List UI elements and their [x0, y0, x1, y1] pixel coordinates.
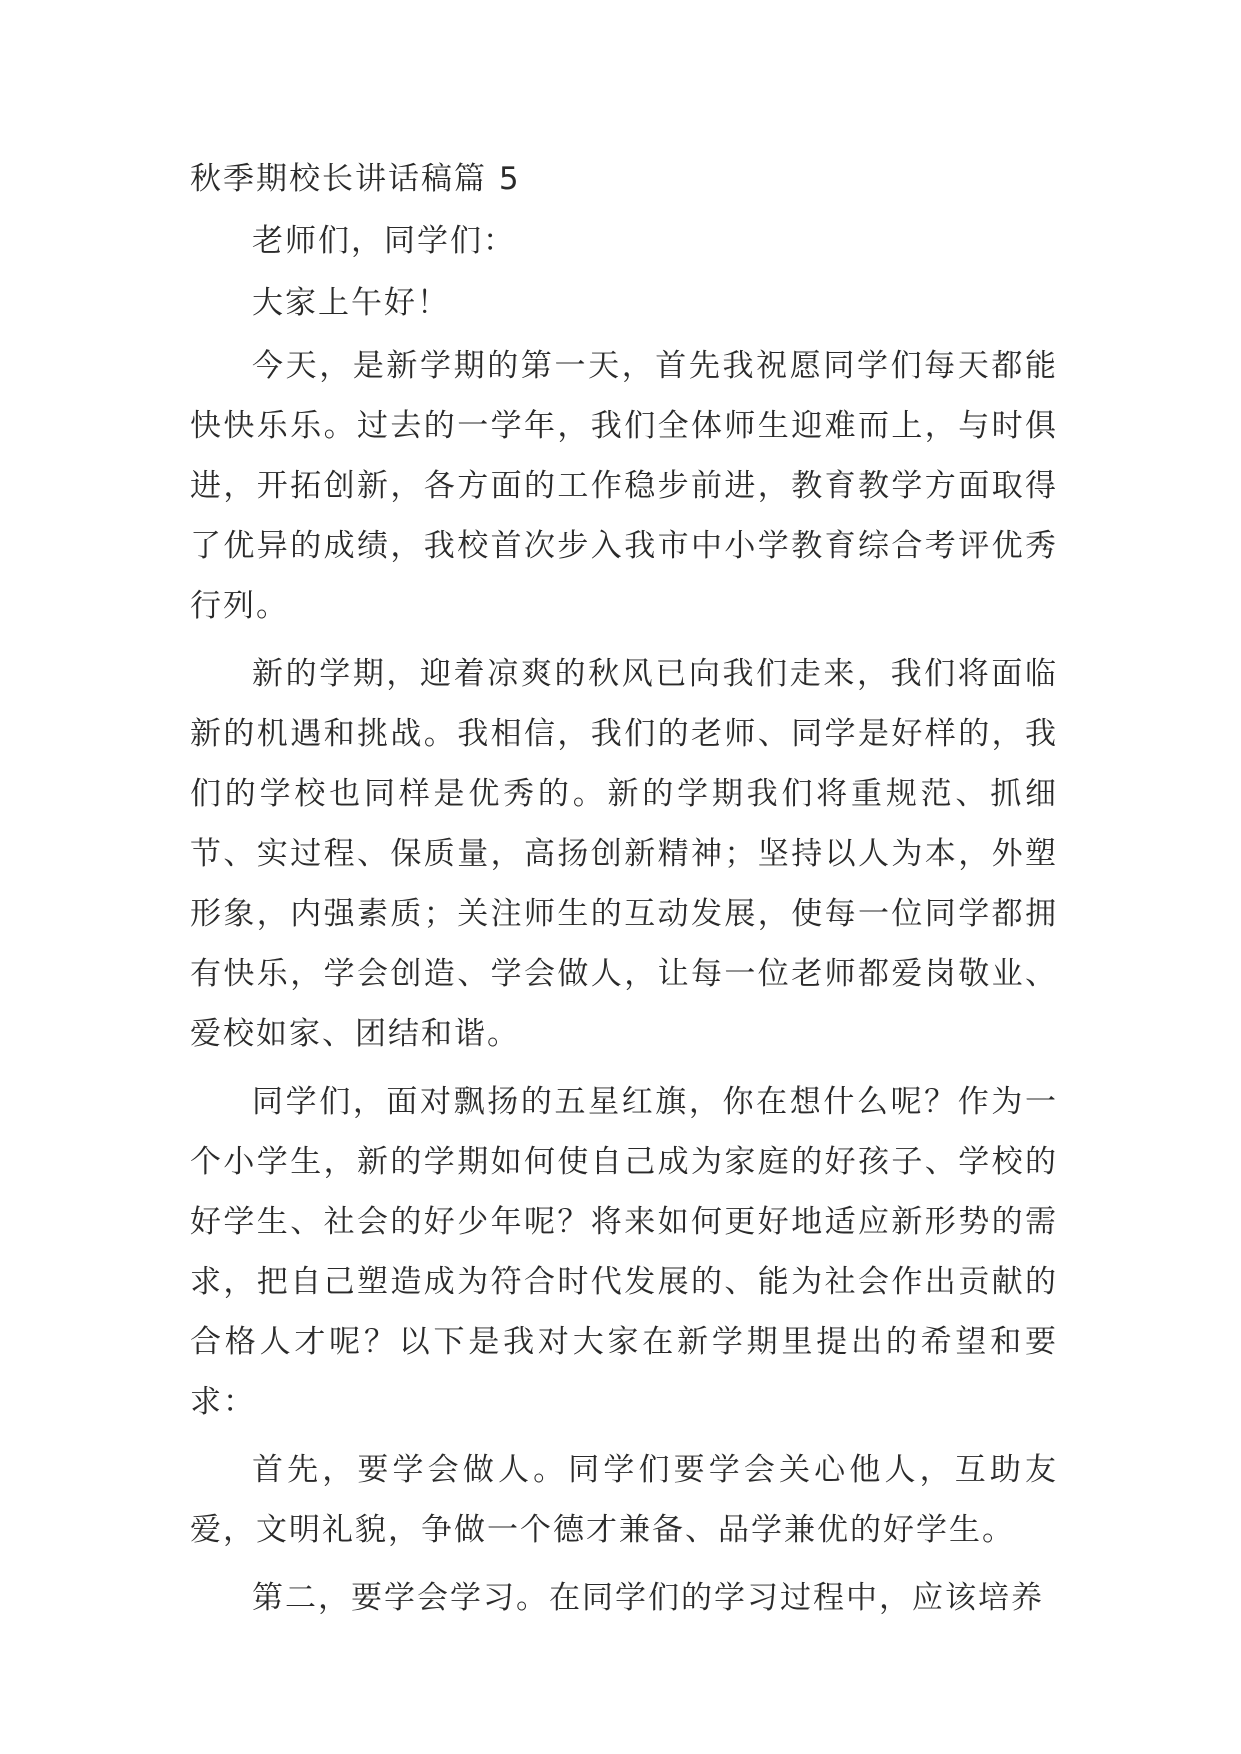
paragraph-1: 今天，是新学期的第一天，首先我祝愿同学们每天都能快快乐乐。过去的一学年，我们全体师生迎难而上，与时俱进，开拓创新，各方面的工作稳步前进，教育教学方面取得了优异的成绩，我校首次步入我市中小学教育综合考评优秀行列。	[190, 348, 1058, 624]
document-title: 秋季期校长讲话稿篇 5	[190, 161, 521, 197]
salutation-line: 大家上午好！	[252, 285, 450, 321]
paragraph-2: 新的学期，迎着凉爽的秋风已向我们走来，我们将面临新的机遇和挑战。我相信，我们的老师、同学是好样的，我们的学校也同样是优秀的。新的学期我们将重规范、抓细节、实过程、保质量，高扬创新精神；坚持以人为本，外塑形象，内强素质；关注师生的互动发展，使每一位同学都拥有快乐，学会创造、学会做人，让每一位老师都爱岗敬业、爱校如家、团结和谐。	[190, 656, 1058, 1052]
paragraph-4: 首先，要学会做人。同学们要学会关心他人，互助友爱，文明礼貌，争做一个德才兼备、品学兼优的好学生。	[190, 1452, 1058, 1548]
paragraph-3: 同学们，面对飘扬的五星红旗，你在想什么呢？作为一个小学生，新的学期如何使自己成为家庭的好孩子、学校的好学生、社会的好少年呢？将来如何更好地适应新形势的需求，把自己塑造成为符合时代发展的、能为社会作出贡献的合格人才呢？以下是我对大家在新学期里提出的希望和要求：	[190, 1084, 1058, 1420]
document-body	[190, 148, 1058, 1628]
greeting-line: 老师们，同学们：	[252, 223, 516, 259]
paragraph-5: 第二，要学会学习。在同学们的学习过程中，应该培养	[252, 1580, 1044, 1616]
